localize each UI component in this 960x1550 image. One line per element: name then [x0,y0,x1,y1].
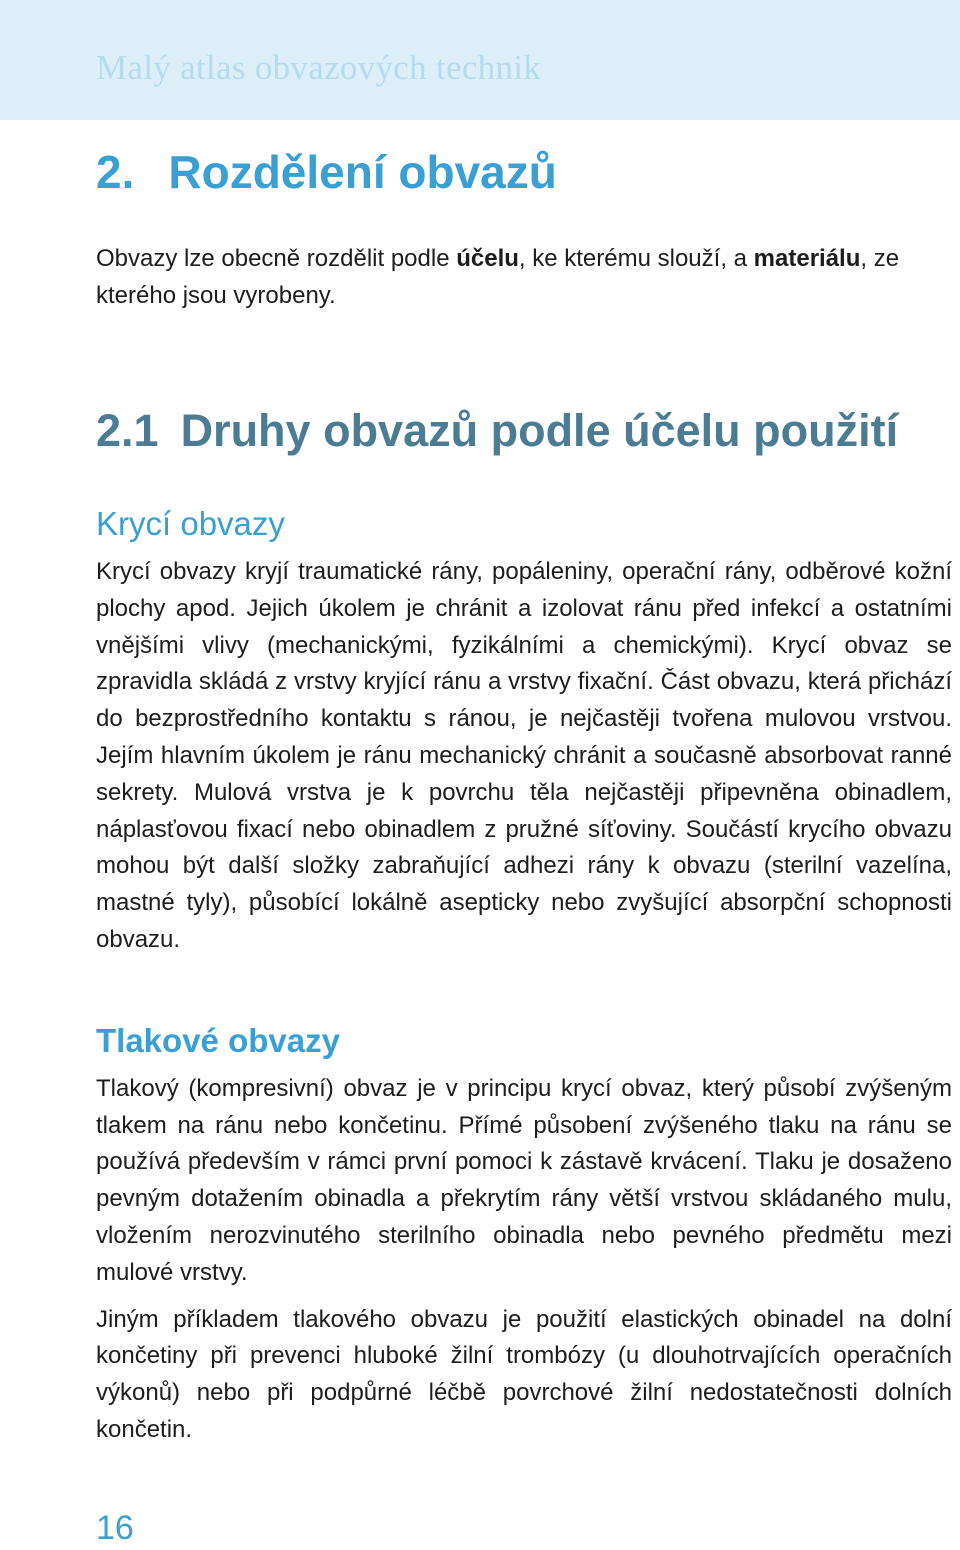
paragraph-tlakove-1: Tlakový (kompresivní) obvaz je v principu krycí obvaz, který působí zvýšeným tlakem na ránu nebo končetinu. Přímé působení zvýšeného tlaku na ránu se používá především v rámci první pomoci k zástavě krvácení. Tlaku je dosaženo pevným dotažením obinadla a překrytím rány větší vrstvou skládaného mulu, vložením nerozvinutého sterilního obinadla nebo pevného předmětu mezi mulové vrstvy. [96,1074,952,1286]
intro-text-1: Obvazy lze obecně rozdělit podle [96,245,457,272]
running-header-title: Malý atlas obvazových technik [96,48,542,87]
header-band [0,0,960,120]
chapter-heading [96,140,952,204]
page-number: 16 [96,1509,134,1547]
intro-text-2: , ke kterému slouží, a [518,245,754,272]
intro-bold-purpose: účelu [456,245,519,272]
section-heading [96,400,952,462]
intro-text-3: , ze kterého jsou vyrobeny. [96,245,900,309]
chapter-title: Rozdělení obvazů [168,146,557,198]
page-content [96,140,952,1449]
subheading-tlakove: Tlakové obvazy [96,1021,340,1059]
subheading-kryci: Krycí obvazy [96,505,285,542]
intro-bold-material: materiálu [753,245,861,272]
paragraph-tlakove-2: Jiným příkladem tlakového obvazu je použití elastických obinadel na dolní končetiny při prevenci hluboké žilní trombózy (u dlouhotrvajících operačních výkonů) nebo při podpůrné léčbě povrchové žilní nedostatečnosti dolních končetin. [96,1305,952,1443]
paragraph-kryci: Krycí obvazy kryjí traumatické rány, popáleniny, operační rány, odběrové kožní plochy apod. Jejich úkolem je chránit a izolovat ránu před infekcí a ostatními vnějšími vlivy (mechanickými, fyzikálními a chemickými). Krycí obvaz se zpravidla skládá z vrstvy kryjící ránu a vrstvy fixační. Část obvazu, která přichází do bezprostředního kontaktu s ránou, je nejčastěji tvořena mulovou vrstvou. Jejím hlavním úkolem je ránu mechanický chránit a současně absorbovat ranné sekrety. Mulová vrstva je k povrchu těla nejčastěji připevněna obinadlem, náplasťovou fixací nebo obinadlem z pružné síťoviny. Součástí krycího obvazu mohou být další složky zabraňující adhezi rány k obvazu (sterilní vazelína, mastné tyly), působící lokálně asepticky nebo zvyšující absorpční schopnosti obvazu. [96,558,952,953]
chapter-number: 2. [96,146,135,198]
intro-paragraph [96,240,952,314]
section-number: 2.1 [96,405,159,456]
section-title: Druhy obvazů podle účelu použití [180,405,899,456]
